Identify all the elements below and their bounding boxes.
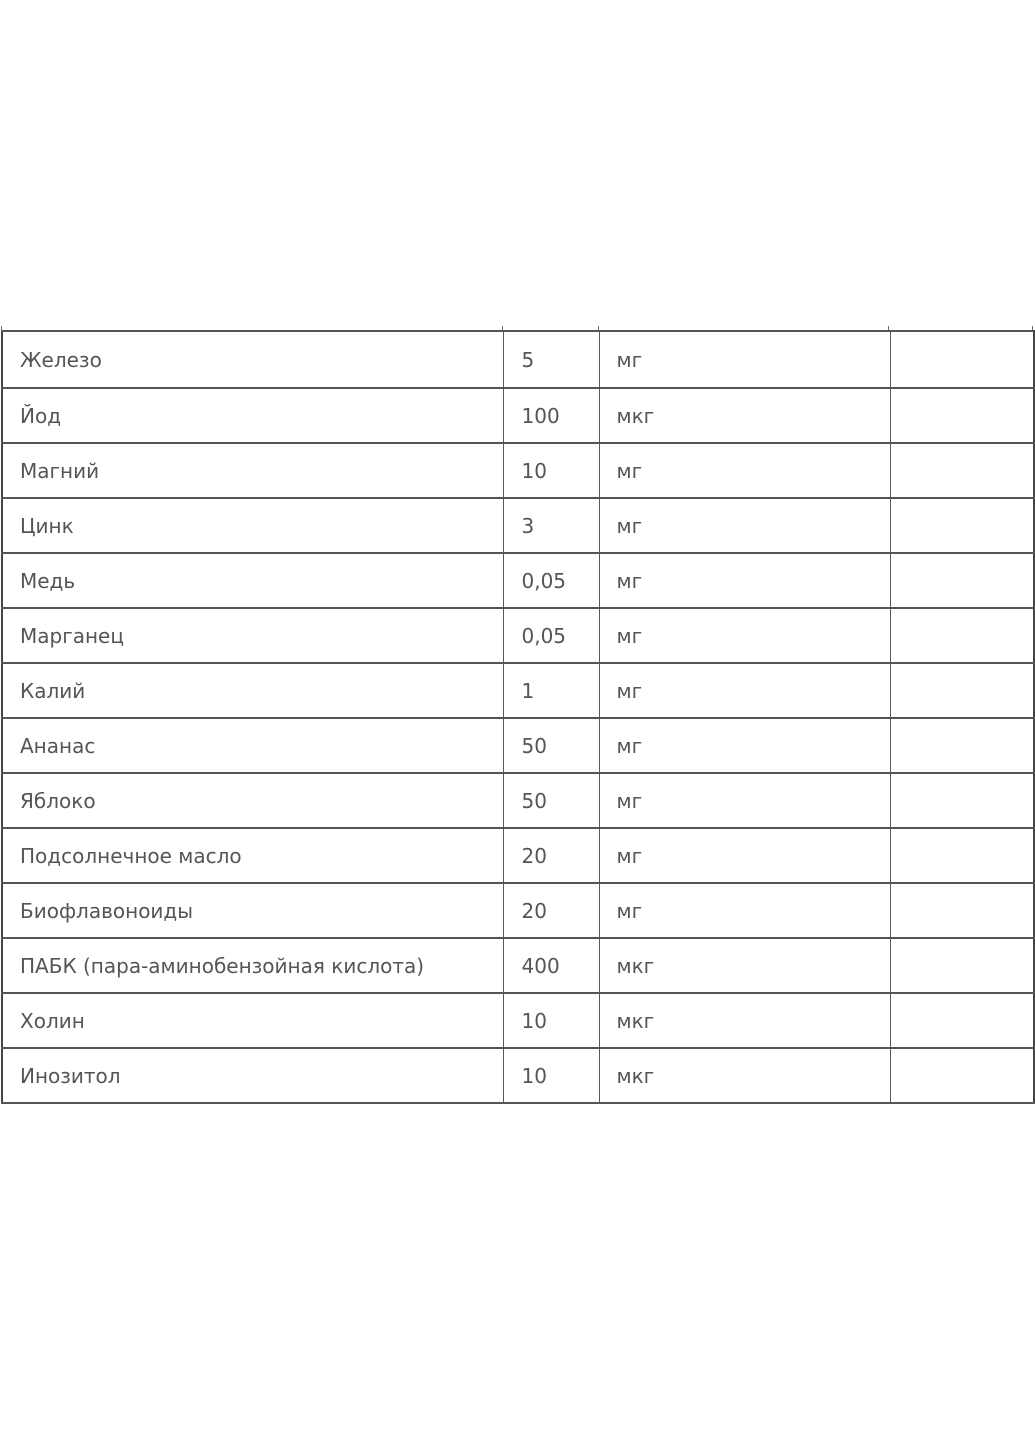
- table-row: [2, 388, 1034, 443]
- amount-cell: 100: [503, 388, 599, 443]
- amount-cell: 10: [503, 993, 599, 1048]
- ingredient-name-cell: Железо: [2, 331, 503, 388]
- table-row: [2, 663, 1034, 718]
- ingredient-name-cell: Йод: [2, 388, 503, 443]
- table-row: [2, 553, 1034, 608]
- table-row: [2, 443, 1034, 498]
- table-row: [2, 1048, 1034, 1103]
- ingredient-name-cell: Марганец: [2, 608, 503, 663]
- table-row: [2, 828, 1034, 883]
- ingredient-name-cell: ПАБК (пара-аминобензойная кислота): [2, 938, 503, 993]
- extra-cell: [890, 718, 1034, 773]
- table-row: [2, 608, 1034, 663]
- amount-cell: 0,05: [503, 553, 599, 608]
- ingredient-name-cell: Яблоко: [2, 773, 503, 828]
- unit-cell: мг: [599, 773, 890, 828]
- extra-cell: [890, 993, 1034, 1048]
- extra-cell: [890, 498, 1034, 553]
- nutrient-table-body: [2, 331, 1034, 1103]
- ingredient-name-cell: Медь: [2, 553, 503, 608]
- extra-cell: [890, 388, 1034, 443]
- ingredient-name-cell: Калий: [2, 663, 503, 718]
- amount-cell: 1: [503, 663, 599, 718]
- amount-cell: 20: [503, 828, 599, 883]
- nutrient-table: [1, 330, 1035, 1104]
- ingredient-name-cell: Биофлавоноиды: [2, 883, 503, 938]
- amount-cell: 400: [503, 938, 599, 993]
- table-row: [2, 773, 1034, 828]
- table-row: [2, 938, 1034, 993]
- unit-cell: мкг: [599, 993, 890, 1048]
- ingredient-name-cell: Холин: [2, 993, 503, 1048]
- unit-cell: мкг: [599, 1048, 890, 1103]
- extra-cell: [890, 773, 1034, 828]
- amount-cell: 5: [503, 331, 599, 388]
- extra-cell: [890, 663, 1034, 718]
- unit-cell: мг: [599, 553, 890, 608]
- unit-cell: мг: [599, 828, 890, 883]
- extra-cell: [890, 553, 1034, 608]
- ingredient-name-cell: Подсолнечное масло: [2, 828, 503, 883]
- extra-cell: [890, 1048, 1034, 1103]
- unit-cell: мг: [599, 331, 890, 388]
- table-row: [2, 718, 1034, 773]
- ingredient-name-cell: Магний: [2, 443, 503, 498]
- unit-cell: мг: [599, 443, 890, 498]
- extra-cell: [890, 828, 1034, 883]
- extra-cell: [890, 883, 1034, 938]
- unit-cell: мг: [599, 883, 890, 938]
- ingredient-name-cell: Ананас: [2, 718, 503, 773]
- amount-cell: 10: [503, 1048, 599, 1103]
- ingredient-name-cell: Инозитол: [2, 1048, 503, 1103]
- unit-cell: мкг: [599, 388, 890, 443]
- extra-cell: [890, 938, 1034, 993]
- ingredient-name-cell: Цинк: [2, 498, 503, 553]
- table-row: [2, 883, 1034, 938]
- amount-cell: 50: [503, 773, 599, 828]
- extra-cell: [890, 608, 1034, 663]
- amount-cell: 3: [503, 498, 599, 553]
- extra-cell: [890, 331, 1034, 388]
- table-row: [2, 993, 1034, 1048]
- nutrient-table-container: [1, 330, 1033, 1104]
- unit-cell: мг: [599, 663, 890, 718]
- extra-cell: [890, 443, 1034, 498]
- unit-cell: мг: [599, 608, 890, 663]
- amount-cell: 10: [503, 443, 599, 498]
- unit-cell: мг: [599, 718, 890, 773]
- unit-cell: мкг: [599, 938, 890, 993]
- unit-cell: мг: [599, 498, 890, 553]
- amount-cell: 20: [503, 883, 599, 938]
- table-row: [2, 498, 1034, 553]
- amount-cell: 0,05: [503, 608, 599, 663]
- table-row: [2, 331, 1034, 388]
- amount-cell: 50: [503, 718, 599, 773]
